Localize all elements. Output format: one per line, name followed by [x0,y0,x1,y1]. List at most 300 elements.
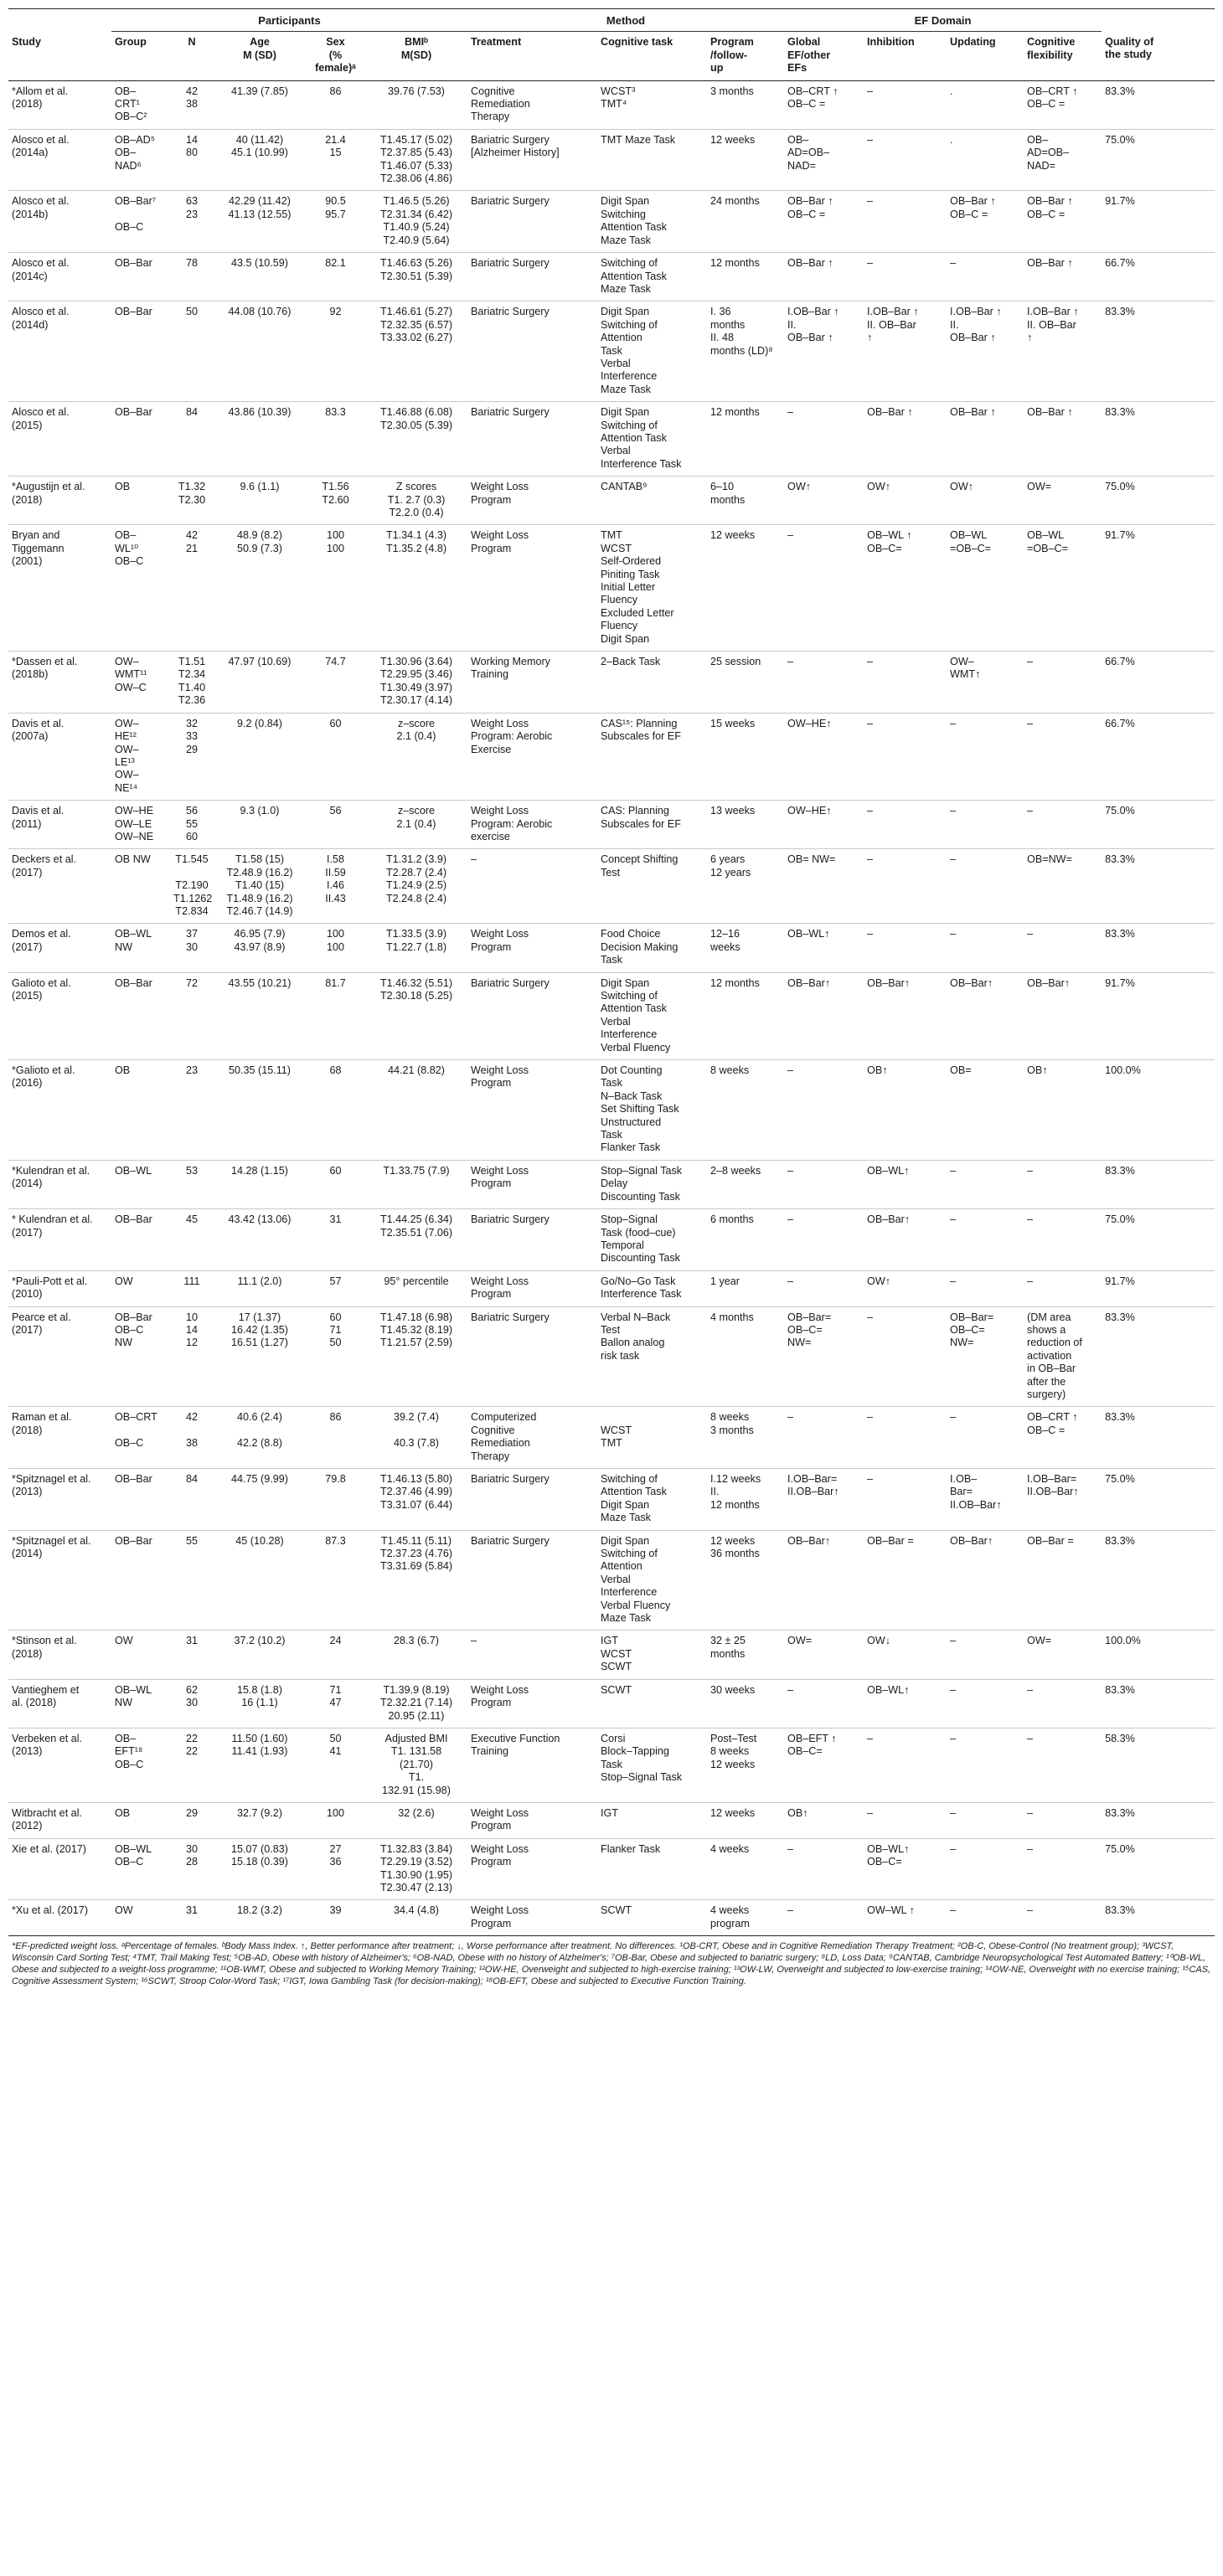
cell-bmi: T1.39.9 (8.19) T2.32.21 (7.14) 20.95 (2.11) [365,1679,467,1728]
cell-group: OB– CRT¹ OB–C² [111,80,170,129]
cell-inhibition: OB–Bar↑ [864,972,947,1059]
cell-n: 111 [170,1270,214,1306]
cell-inhibition: – [864,924,947,972]
cell-program: I.12 weeks II. 12 months [707,1469,784,1531]
cell-inhibition: – [864,80,947,129]
cell-flex: OW= [1024,1631,1102,1679]
cell-quality: 83.3% [1102,1407,1215,1469]
cell-bmi: T1.47.18 (6.98) T1.45.32 (8.19) T1.21.57 (2.59) [365,1306,467,1407]
cell-flex: I.OB–Bar ↑ II. OB–Bar ↑ [1024,301,1102,402]
cell-bmi: T1.34.1 (4.3) T1.35.2 (4.8) [365,525,467,652]
cell-flex: – [1024,924,1102,972]
cell-age: T1.58 (15) T2.48.9 (16.2) T1.40 (15) T1.48.9 (16.2) T2.46.7 (14.9) [214,849,306,924]
cell-flex: OB–CRT ↑ OB–C = [1024,1407,1102,1469]
cell-task: WCST TMT [597,1407,707,1469]
cell-flex: OB– AD=OB– NAD= [1024,129,1102,191]
cell-bmi: T1.30.96 (3.64) T2.29.95 (3.46) T1.30.49 (3.97) T2.30.17 (4.14) [365,652,467,714]
cell-global: OB–WL↑ [784,924,864,972]
cell-task: Corsi Block–Tapping Task Stop–Signal Task [597,1728,707,1802]
cell-age: 11.50 (1.60) 11.41 (1.93) [214,1728,306,1802]
cell-bmi: z–score 2.1 (0.4) [365,801,467,849]
cell-quality: 100.0% [1102,1060,1215,1161]
cell-n: 42 38 [170,1407,214,1469]
cell-quality: 83.3% [1102,849,1215,924]
cell-bmi: 34.4 (4.8) [365,1900,467,1936]
cell-study: *Dassen et al. (2018b) [8,652,111,714]
cell-sex: 90.5 95.7 [306,191,365,253]
cell-treatment: Bariatric Surgery [467,253,597,301]
cell-bmi: T1.45.11 (5.11) T2.37.23 (4.76) T3.31.69 (5.84) [365,1530,467,1631]
cell-study: *Xu et al. (2017) [8,1900,111,1936]
cell-updating: – [947,1802,1024,1838]
cell-sex: 56 [306,801,365,849]
cell-treatment: Bariatric Surgery [467,1469,597,1531]
cell-sex: 21.4 15 [306,129,365,191]
cell-treatment: Working Memory Training [467,652,597,714]
cell-updating: OB–Bar ↑ [947,402,1024,477]
cell-quality: 75.0% [1102,477,1215,525]
cell-program: 8 weeks 3 months [707,1407,784,1469]
cell-quality: 75.0% [1102,801,1215,849]
cell-sex: 57 [306,1270,365,1306]
column-header-task: Cognitive task [597,32,707,80]
cell-study: Verbeken et al. (2013) [8,1728,111,1802]
cell-inhibition: I.OB–Bar ↑ II. OB–Bar ↑ [864,301,947,402]
cell-age: 14.28 (1.15) [214,1160,306,1208]
cell-bmi: T1.31.2 (3.9) T2.28.7 (2.4) T1.24.9 (2.5) T2.24.8 (2.4) [365,849,467,924]
cell-quality: 83.3% [1102,1900,1215,1936]
cell-group: OB–AD⁵ OB– NAD⁶ [111,129,170,191]
column-header-age: Age M (SD) [214,32,306,80]
cell-group: OB [111,1060,170,1161]
cell-study: Galioto et al. (2015) [8,972,111,1059]
cell-program: 12 weeks [707,1802,784,1838]
cell-global: – [784,1838,864,1900]
cell-group: OB NW [111,849,170,924]
cell-updating: OB–Bar= OB–C= NW= [947,1306,1024,1407]
cell-treatment: Bariatric Surgery [Alzheimer History] [467,129,597,191]
cell-study: * Kulendran et al. (2017) [8,1209,111,1271]
cell-flex: OB–Bar↑ [1024,972,1102,1059]
cell-sex: 60 [306,1160,365,1208]
cell-inhibition: OB–WL↑ [864,1679,947,1728]
cell-treatment: Weight Loss Program [467,1802,597,1838]
cell-treatment: Weight Loss Program [467,1900,597,1936]
cell-n: 42 38 [170,80,214,129]
cell-treatment: Bariatric Surgery [467,1209,597,1271]
cell-task: CANTAB⁹ [597,477,707,525]
cell-sex: 82.1 [306,253,365,301]
studies-table [8,8,1215,1936]
cell-updating: – [947,253,1024,301]
cell-global: – [784,652,864,714]
cell-study: *Allom et al. (2018) [8,80,111,129]
cell-flex: OB–Bar ↑ OB–C = [1024,191,1102,253]
cell-program: 6 years 12 years [707,849,784,924]
cell-treatment: Cognitive Remediation Therapy [467,80,597,129]
table-row [8,1469,1215,1531]
cell-sex: 27 36 [306,1838,365,1900]
cell-bmi: T1.46.32 (5.51) T2.30.18 (5.25) [365,972,467,1059]
cell-global: OW–HE↑ [784,801,864,849]
cell-global: – [784,525,864,652]
cell-treatment: Computerized Cognitive Remediation Therapy [467,1407,597,1469]
cell-quality: 66.7% [1102,652,1215,714]
cell-program: 24 months [707,191,784,253]
cell-global: OB–Bar ↑ [784,253,864,301]
cell-n: T1.32 T2.30 [170,477,214,525]
table-row [8,253,1215,301]
cell-updating: OW– WMT↑ [947,652,1024,714]
cell-updating: OW↑ [947,477,1024,525]
cell-age: 48.9 (8.2) 50.9 (7.3) [214,525,306,652]
cell-study: Deckers et al. (2017) [8,849,111,924]
cell-group: OW– WMT¹¹ OW–C [111,652,170,714]
cell-global: OB– AD=OB– NAD= [784,129,864,191]
cell-group: OW– HE¹² OW– LE¹³ OW– NE¹⁴ [111,713,170,800]
cell-updating: – [947,1728,1024,1802]
cell-task: Dot Counting Task N–Back Task Set Shifting Task Unstructured Task Flanker Task [597,1060,707,1161]
cell-inhibition: – [864,713,947,800]
cell-quality: 58.3% [1102,1728,1215,1802]
cell-bmi: T1.46.61 (5.27) T2.32.35 (6.57) T3.33.02 (6.27) [365,301,467,402]
cell-group: OW [111,1631,170,1679]
cell-treatment: – [467,1631,597,1679]
column-header-quality: Quality of the study [1102,32,1215,80]
cell-age: 15.8 (1.8) 16 (1.1) [214,1679,306,1728]
table-row [8,1209,1215,1271]
cell-task: Digit Span Switching of Attention Task Verbal Interference Task [597,402,707,477]
cell-inhibition: – [864,1306,947,1407]
cell-study: Alosco et al. (2014b) [8,191,111,253]
cell-sex: 31 [306,1209,365,1271]
column-header-inhibition: Inhibition [864,32,947,80]
cell-sex: 79.8 [306,1469,365,1531]
table-row [8,972,1215,1059]
cell-age: 41.39 (7.85) [214,80,306,129]
cell-treatment: Bariatric Surgery [467,191,597,253]
cell-global: OB–Bar= OB–C= NW= [784,1306,864,1407]
cell-updating: – [947,1679,1024,1728]
cell-treatment: Weight Loss Program: Aerobic Exercise [467,713,597,800]
cell-task: SCWT [597,1900,707,1936]
cell-inhibition: – [864,1802,947,1838]
column-header-sex: Sex (% female)ᵃ [306,32,365,80]
cell-global: OW–HE↑ [784,713,864,800]
cell-study: *Stinson et al. (2018) [8,1631,111,1679]
cell-quality: 83.3% [1102,402,1215,477]
cell-flex: – [1024,713,1102,800]
cell-updating: OB–Bar↑ [947,1530,1024,1631]
cell-study: Davis et al. (2011) [8,801,111,849]
cell-n: 84 [170,1469,214,1531]
cell-treatment: Weight Loss Program [467,477,597,525]
cell-task: Digit Span Switching of Attention Verbal Interference Verbal Fluency Maze Task [597,1530,707,1631]
cell-study: Demos et al. (2017) [8,924,111,972]
cell-flex: (DM area shows a reduction of activation in OB–Bar after the surgery) [1024,1306,1102,1407]
cell-flex: OB–Bar = [1024,1530,1102,1631]
cell-bmi: z–score 2.1 (0.4) [365,713,467,800]
cell-treatment: Weight Loss Program: Aerobic exercise [467,801,597,849]
table-row [8,1306,1215,1407]
cell-treatment: Bariatric Surgery [467,972,597,1059]
cell-study: *Kulendran et al. (2014) [8,1160,111,1208]
cell-n: 29 [170,1802,214,1838]
cell-study: Alosco et al. (2014a) [8,129,111,191]
table-row [8,1270,1215,1306]
column-header-global: Global EF/other EFs [784,32,864,80]
cell-task: Digit Span Switching of Attention Task Verbal Interference Maze Task [597,301,707,402]
cell-flex: I.OB–Bar= II.OB–Bar↑ [1024,1469,1102,1531]
cell-inhibition: OB–Bar↑ [864,1209,947,1271]
table-row [8,849,1215,924]
cell-treatment: Weight Loss Program [467,1270,597,1306]
cell-sex: 81.7 [306,972,365,1059]
cell-bmi: T1.33.5 (3.9) T1.22.7 (1.8) [365,924,467,972]
cell-bmi: 32 (2.6) [365,1802,467,1838]
cell-bmi: Z scores T1. 2.7 (0.3) T2.2.0 (0.4) [365,477,467,525]
cell-flex: OB–WL =OB–C= [1024,525,1102,652]
cell-bmi: T1.32.83 (3.84) T2.29.19 (3.52) T1.30.90 (1.95) T2.30.47 (2.13) [365,1838,467,1900]
cell-age: 44.75 (9.99) [214,1469,306,1531]
cell-task: 2–Back Task [597,652,707,714]
cell-n: 22 22 [170,1728,214,1802]
cell-inhibition: – [864,1469,947,1531]
cell-updating: I.OB–Bar ↑ II. OB–Bar ↑ [947,301,1024,402]
cell-group: OB–Bar [111,1530,170,1631]
cell-group: OB [111,477,170,525]
cell-bmi: T1.44.25 (6.34) T2.35.51 (7.06) [365,1209,467,1271]
cell-study: Pearce et al. (2017) [8,1306,111,1407]
cell-bmi: T1.45.17 (5.02) T2.37.85 (5.43) T1.46.07 (5.33) T2.38.06 (4.86) [365,129,467,191]
table-row [8,80,1215,129]
cell-updating: OB–WL =OB–C= [947,525,1024,652]
cell-bmi: T1.46.5 (5.26) T2.31.34 (6.42) T1.40.9 (5.24) T2.40.9 (5.64) [365,191,467,253]
cell-quality: 75.0% [1102,129,1215,191]
cell-group: OB–Bar [111,301,170,402]
cell-program: 2–8 weeks [707,1160,784,1208]
cell-global: I.OB–Bar ↑ II. OB–Bar ↑ [784,301,864,402]
cell-program: 12 weeks [707,129,784,191]
cell-flex: – [1024,652,1102,714]
cell-flex: – [1024,1900,1102,1936]
cell-n: 56 55 60 [170,801,214,849]
cell-n: 31 [170,1900,214,1936]
cell-age: 42.29 (11.42) 41.13 (12.55) [214,191,306,253]
cell-age: 18.2 (3.2) [214,1900,306,1936]
cell-task: TMT Maze Task [597,129,707,191]
cell-group: OB–Bar [111,972,170,1059]
cell-group: OB–WL OB–C [111,1838,170,1900]
cell-bmi: 44.21 (8.82) [365,1060,467,1161]
cell-quality: 83.3% [1102,1679,1215,1728]
cell-flex: – [1024,1679,1102,1728]
cell-inhibition: – [864,191,947,253]
cell-flex: OW= [1024,477,1102,525]
cell-task: Switching of Attention Task Maze Task [597,253,707,301]
cell-program: Post–Test 8 weeks 12 weeks [707,1728,784,1802]
cell-inhibition: – [864,801,947,849]
cell-program: 12 weeks 36 months [707,1530,784,1631]
cell-bmi: Adjusted BMI T1. 131.58 (21.70) T1. 132.91 (15.98) [365,1728,467,1802]
cell-task: Stop–Signal Task (food–cue) Temporal Discounting Task [597,1209,707,1271]
cell-inhibition: OW↑ [864,477,947,525]
cell-inhibition: – [864,253,947,301]
cell-flex: – [1024,1802,1102,1838]
cell-program: 12 months [707,402,784,477]
cell-global: – [784,1209,864,1271]
header-empty-quality [1102,9,1215,32]
cell-sex: 24 [306,1631,365,1679]
cell-updating: – [947,713,1024,800]
cell-flex: – [1024,801,1102,849]
cell-inhibition: OB↑ [864,1060,947,1161]
table-row [8,801,1215,849]
cell-sex: 50 41 [306,1728,365,1802]
column-header-treatment: Treatment [467,32,597,80]
cell-global: – [784,1407,864,1469]
cell-quality: 83.3% [1102,301,1215,402]
cell-program: I. 36 months II. 48 months (LD)⁸ [707,301,784,402]
cell-treatment: – [467,849,597,924]
cell-group: OW–HE OW–LE OW–NE [111,801,170,849]
cell-program: 4 weeks program [707,1900,784,1936]
cell-quality: 75.0% [1102,1209,1215,1271]
cell-study: *Spitznagel et al. (2013) [8,1469,111,1531]
cell-global: OW↑ [784,477,864,525]
cell-n: 45 [170,1209,214,1271]
cell-program: 1 year [707,1270,784,1306]
cell-study: *Augustijn et al. (2018) [8,477,111,525]
cell-sex: 74.7 [306,652,365,714]
column-header-bmi: BMIᵇ M(SD) [365,32,467,80]
cell-global: – [784,1060,864,1161]
cell-treatment: Bariatric Surgery [467,402,597,477]
cell-updating: OB–Bar↑ [947,972,1024,1059]
column-header-group: Group [111,32,170,80]
cell-quality: 83.3% [1102,1802,1215,1838]
cell-quality: 91.7% [1102,972,1215,1059]
cell-group: OB–CRT OB–C [111,1407,170,1469]
cell-sex: 39 [306,1900,365,1936]
table-row [8,1728,1215,1802]
cell-global: – [784,1900,864,1936]
cell-task: CAS: Planning Subscales for EF [597,801,707,849]
cell-inhibition: OB–Bar = [864,1530,947,1631]
cell-n: 37 30 [170,924,214,972]
cell-flex: – [1024,1270,1102,1306]
cell-age: 17 (1.37) 16.42 (1.35) 16.51 (1.27) [214,1306,306,1407]
cell-sex: 68 [306,1060,365,1161]
cell-study: Alosco et al. (2015) [8,402,111,477]
cell-program: 32 ± 25 months [707,1631,784,1679]
cell-inhibition: OW–WL ↑ [864,1900,947,1936]
cell-program: 4 months [707,1306,784,1407]
cell-study: Bryan and Tiggemann (2001) [8,525,111,652]
cell-flex: OB↑ [1024,1060,1102,1161]
table-row [8,402,1215,477]
table-row [8,129,1215,191]
table-row [8,1900,1215,1936]
cell-study: Witbracht et al. (2012) [8,1802,111,1838]
cell-age: 46.95 (7.9) 43.97 (8.9) [214,924,306,972]
cell-group: OB– WL¹⁰ OB–C [111,525,170,652]
cell-task: Food Choice Decision Making Task [597,924,707,972]
cell-program: 30 weeks [707,1679,784,1728]
cell-task: Digit Span Switching Attention Task Maze Task [597,191,707,253]
cell-treatment: Bariatric Surgery [467,1530,597,1631]
cell-task: CAS¹⁵: Planning Subscales for EF [597,713,707,800]
table-footnote: *EF-predicted weight loss. ᵃPercentage of females. ᵇBody Mass Index. ↑, Better performance after treatment; ↓, Worse performance after treatment. No differences. ¹OB-CRT, Obese and in Cognitive Remediation Therapy Treatment; ²OB-C, Obese-Control (No treatment group); ³WCST, Wisconsin Card Sorting Test; ⁴TMT, Trail Making Test; ⁵OB-AD, Obese with history of Alzheimer's; ⁶OB-NAD, Obese with no history of Alzheimer's; ⁷OB-Bar, Obese and subjected to bariatric surgery; ⁸LD, Loss Data; ⁹CANTAB, Cambridge Neuropsychological Test Automated Battery; ¹⁰OB-WL, Obese and subjected to a weight-loss programme; ¹¹OB-WMT, Obese and subjected to Working Memory Training; ¹²OW-HE, Overweight and subjected to high-exercise training; ¹³OW-LW, Overweight and subjected to low-exercise training; ¹⁴OW-NE, Overweight with no exercise training; ¹⁵CAS, Cognitive Assessment System; ¹⁶SCWT, Stroop Color-Word Task; ¹⁷IGT, Iowa Gambling Task (for decision-making); ¹⁸OB-EFT, Obese and subjected to Executive Function Training. [12,1941,1211,1987]
cell-sex: T1.56 T2.60 [306,477,365,525]
cell-study: Alosco et al. (2014d) [8,301,111,402]
cell-updating: – [947,801,1024,849]
cell-inhibition: – [864,849,947,924]
column-header-program: Program /follow- up [707,32,784,80]
cell-sex: 60 [306,713,365,800]
cell-age: 47.97 (10.69) [214,652,306,714]
cell-group: OB– EFT¹⁸ OB–C [111,1728,170,1802]
cell-sex: 60 71 50 [306,1306,365,1407]
cell-age: 37.2 (10.2) [214,1631,306,1679]
cell-quality: 83.3% [1102,80,1215,129]
cell-n: T1.545 T2.190 T1.1262 T2.834 [170,849,214,924]
cell-task: Flanker Task [597,1838,707,1900]
cell-inhibition: – [864,652,947,714]
cell-age: 9.3 (1.0) [214,801,306,849]
cell-bmi: 95° percentile [365,1270,467,1306]
cell-inhibition: OB–Bar ↑ [864,402,947,477]
cell-global: I.OB–Bar= II.OB–Bar↑ [784,1469,864,1531]
cell-global: OB–CRT ↑ OB–C = [784,80,864,129]
cell-sex: I.58 II.59 I.46 II.43 [306,849,365,924]
cell-n: 63 23 [170,191,214,253]
header-group-ef: EF Domain [784,9,1102,32]
column-header-study: Study [8,32,111,80]
cell-study: Vantieghem et al. (2018) [8,1679,111,1728]
cell-flex: – [1024,1209,1102,1271]
cell-treatment: Weight Loss Program [467,1679,597,1728]
cell-bmi: T1.46.63 (5.26) T2.30.51 (5.39) [365,253,467,301]
cell-updating: OB–Bar ↑ OB–C = [947,191,1024,253]
cell-age: 15.07 (0.83) 15.18 (0.39) [214,1838,306,1900]
cell-inhibition: OB–WL↑ OB–C= [864,1838,947,1900]
cell-n: 31 [170,1631,214,1679]
cell-global: OB–EFT ↑ OB–C= [784,1728,864,1802]
cell-n: 14 80 [170,129,214,191]
cell-quality: 66.7% [1102,713,1215,800]
cell-program: 4 weeks [707,1838,784,1900]
cell-age: 11.1 (2.0) [214,1270,306,1306]
cell-age: 43.5 (10.59) [214,253,306,301]
cell-n: 10 14 12 [170,1306,214,1407]
cell-task: SCWT [597,1679,707,1728]
cell-bmi: T1.33.75 (7.9) [365,1160,467,1208]
cell-sex: 86 [306,80,365,129]
cell-quality: 100.0% [1102,1631,1215,1679]
cell-program: 13 weeks [707,801,784,849]
cell-program: 25 session [707,652,784,714]
cell-treatment: Weight Loss Program [467,1060,597,1161]
cell-sex: 87.3 [306,1530,365,1631]
cell-flex: OB=NW= [1024,849,1102,924]
cell-program: 6–10 months [707,477,784,525]
cell-n: 32 33 29 [170,713,214,800]
cell-age: 50.35 (15.11) [214,1060,306,1161]
cell-n: 42 21 [170,525,214,652]
table-row [8,1060,1215,1161]
table-row [8,1631,1215,1679]
